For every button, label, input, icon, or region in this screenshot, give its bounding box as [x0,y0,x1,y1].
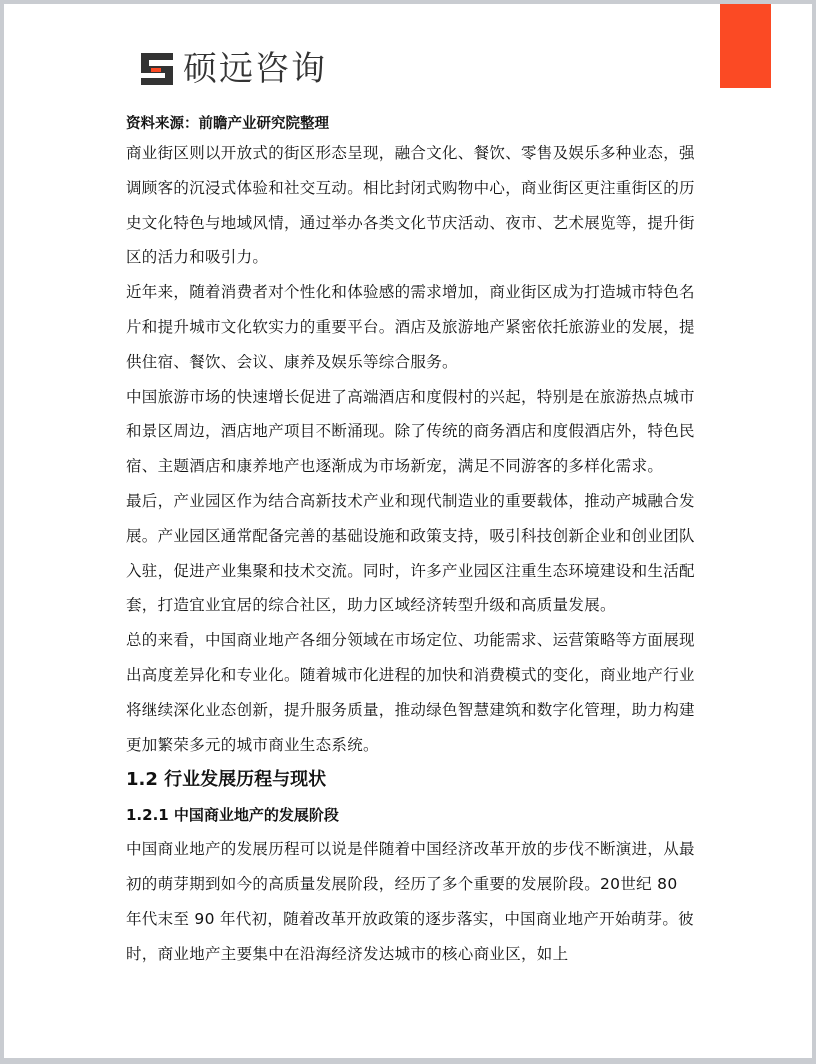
s-block-logo-icon [137,49,177,89]
body-paragraph: 商业街区则以开放式的街区形态呈现，融合文化、餐饮、零售及娱乐多种业态，强调顾客的沉浸式体验和社交互动。相比封闭式购物中心，商业街区更注重街区的历史文化特色与地域风情，通过举办各类文化节庆活动、夜市、艺术展览等，提升街区的活力和吸引力。 [126,144,695,267]
section-heading: 1.2 行业发展历程与现状 [126,769,327,791]
body-paragraph: 中国商业地产的发展历程可以说是伴随着中国经济改革开放的步伐不断演进，从最初的萌芽期到如今的高质量发展阶段，经历了多个重要的发展阶段。20世纪 80 年代末至 90 年代初，随着改革开放政策的逐步落实，中国商业地产开始萌芽。彼时，商业地产主要集中在沿海经济发达城市的核心商业区，如上 [126,840,695,963]
body-paragraph: 总的来看，中国商业地产各细分领域在市场定位、功能需求、运营策略等方面展现出高度差异化和专业化。随着城市化进程的加快和消费模式的变化，商业地产行业将继续深化业态创新，提升服务质量，推动绿色智慧建筑和数字化管理，助力构建更加繁荣多元的城市商业生态系统。 [126,631,695,754]
source-note: 资料来源：前瞻产业研究院整理 [126,116,329,132]
body-paragraph: 近年来，随着消费者对个性化和体验感的需求增加，商业街区成为打造城市特色名片和提升城市文化软实力的重要平台。酒店及旅游地产紧密依托旅游业的发展，提供住宿、餐饮、会议、康养及娱乐等综合服务。 [126,283,695,371]
subsection-heading: 1.2.1 中国商业地产的发展阶段 [126,806,339,825]
document-body [126,112,696,972]
brand-logo [137,49,327,89]
brand-name: 硕远咨询 [183,49,327,89]
corner-accent-tab [720,4,771,88]
document-page [4,4,812,1058]
body-paragraph: 中国旅游市场的快速增长促进了高端酒店和度假村的兴起，特别是在旅游热点城市和景区周边，酒店地产项目不断涌现。除了传统的商务酒店和度假酒店外，特色民宿、主题酒店和康养地产也逐渐成为市场新宠，满足不同游客的多样化需求。 [126,387,695,476]
body-paragraph: 最后，产业园区作为结合高新技术产业和现代制造业的重要载体，推动产城融合发展。产业园区通常配备完善的基础设施和政策支持，吸引科技创新企业和创业团队入驻，促进产业集聚和技术交流。同时，许多产业园区注重生态环境建设和生活配套，打造宜业宜居的综合社区，助力区域经济转型升级和高质量发展。 [126,491,695,615]
